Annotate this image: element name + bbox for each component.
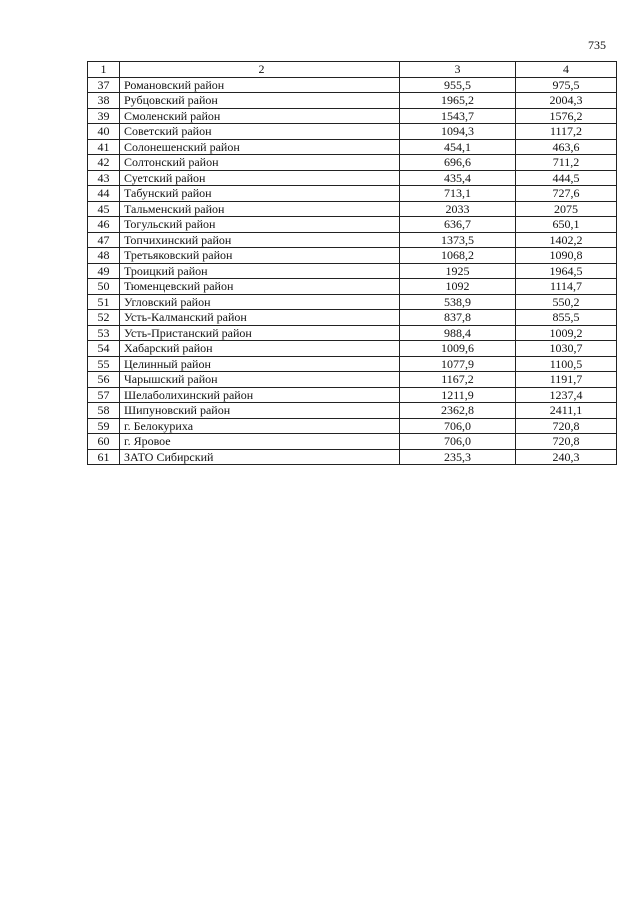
row-number-cell: 58 bbox=[88, 403, 120, 419]
row-number-cell: 40 bbox=[88, 124, 120, 140]
region-name-cell: Хабарский район bbox=[120, 341, 400, 357]
value-col-3-cell: 1094,3 bbox=[400, 124, 516, 140]
region-name-cell: г. Яровое bbox=[120, 434, 400, 450]
row-number-cell: 42 bbox=[88, 155, 120, 171]
region-name-cell: Солонешенский район bbox=[120, 139, 400, 155]
row-number-cell: 57 bbox=[88, 387, 120, 403]
row-number-cell: 44 bbox=[88, 186, 120, 202]
table-row bbox=[88, 217, 617, 233]
row-number-cell: 52 bbox=[88, 310, 120, 326]
region-name-cell: Усть-Калманский район bbox=[120, 310, 400, 326]
table-row bbox=[88, 310, 617, 326]
table-row bbox=[88, 279, 617, 295]
table-row bbox=[88, 387, 617, 403]
region-name-cell: Рубцовский район bbox=[120, 93, 400, 109]
row-number-cell: 59 bbox=[88, 418, 120, 434]
value-col-4-cell: 1009,2 bbox=[516, 325, 617, 341]
value-col-4-cell: 1114,7 bbox=[516, 279, 617, 295]
value-col-4-cell: 550,2 bbox=[516, 294, 617, 310]
value-col-4-cell: 711,2 bbox=[516, 155, 617, 171]
row-number-cell: 39 bbox=[88, 108, 120, 124]
column-header-4: 4 bbox=[516, 62, 617, 78]
table-row bbox=[88, 232, 617, 248]
table-row bbox=[88, 124, 617, 140]
column-header-1: 1 bbox=[88, 62, 120, 78]
value-col-3-cell: 1009,6 bbox=[400, 341, 516, 357]
value-col-4-cell: 1237,4 bbox=[516, 387, 617, 403]
table-row bbox=[88, 403, 617, 419]
value-col-3-cell: 454,1 bbox=[400, 139, 516, 155]
table-row bbox=[88, 434, 617, 450]
row-number-cell: 41 bbox=[88, 139, 120, 155]
table-row bbox=[88, 139, 617, 155]
value-col-4-cell: 1402,2 bbox=[516, 232, 617, 248]
value-col-4-cell: 463,6 bbox=[516, 139, 617, 155]
row-number-cell: 46 bbox=[88, 217, 120, 233]
value-col-4-cell: 240,3 bbox=[516, 449, 617, 465]
value-col-3-cell: 1965,2 bbox=[400, 93, 516, 109]
row-number-cell: 60 bbox=[88, 434, 120, 450]
value-col-4-cell: 1030,7 bbox=[516, 341, 617, 357]
value-col-3-cell: 235,3 bbox=[400, 449, 516, 465]
region-name-cell: Чарышский район bbox=[120, 372, 400, 388]
column-header-3: 3 bbox=[400, 62, 516, 78]
value-col-3-cell: 713,1 bbox=[400, 186, 516, 202]
region-name-cell: Тальменский район bbox=[120, 201, 400, 217]
row-number-cell: 47 bbox=[88, 232, 120, 248]
value-col-3-cell: 1068,2 bbox=[400, 248, 516, 264]
value-col-4-cell: 2004,3 bbox=[516, 93, 617, 109]
region-name-cell: Тюменцевский район bbox=[120, 279, 400, 295]
region-name-cell: Табунский район bbox=[120, 186, 400, 202]
row-number-cell: 55 bbox=[88, 356, 120, 372]
row-number-cell: 43 bbox=[88, 170, 120, 186]
region-name-cell: Тогульский район bbox=[120, 217, 400, 233]
region-name-cell: Шипуновский район bbox=[120, 403, 400, 419]
value-col-3-cell: 706,0 bbox=[400, 434, 516, 450]
region-name-cell: Топчихинский район bbox=[120, 232, 400, 248]
table-row bbox=[88, 155, 617, 171]
value-col-3-cell: 2362,8 bbox=[400, 403, 516, 419]
value-col-4-cell: 855,5 bbox=[516, 310, 617, 326]
table-row bbox=[88, 325, 617, 341]
table-row bbox=[88, 186, 617, 202]
value-col-4-cell: 720,8 bbox=[516, 418, 617, 434]
table-row bbox=[88, 372, 617, 388]
table-body bbox=[88, 77, 617, 465]
region-name-cell: Суетский район bbox=[120, 170, 400, 186]
region-name-cell: Солтонский район bbox=[120, 155, 400, 171]
value-col-3-cell: 1077,9 bbox=[400, 356, 516, 372]
region-name-cell: Усть-Пристанский район bbox=[120, 325, 400, 341]
table-row bbox=[88, 294, 617, 310]
page-number: 735 bbox=[588, 38, 606, 52]
data-table bbox=[87, 61, 617, 465]
value-col-4-cell: 650,1 bbox=[516, 217, 617, 233]
row-number-cell: 49 bbox=[88, 263, 120, 279]
row-number-cell: 48 bbox=[88, 248, 120, 264]
value-col-4-cell: 2411,1 bbox=[516, 403, 617, 419]
row-number-cell: 61 bbox=[88, 449, 120, 465]
value-col-4-cell: 727,6 bbox=[516, 186, 617, 202]
table-row bbox=[88, 418, 617, 434]
row-number-cell: 51 bbox=[88, 294, 120, 310]
row-number-cell: 53 bbox=[88, 325, 120, 341]
table-row bbox=[88, 77, 617, 93]
value-col-4-cell: 1191,7 bbox=[516, 372, 617, 388]
value-col-3-cell: 1211,9 bbox=[400, 387, 516, 403]
table-row bbox=[88, 108, 617, 124]
value-col-3-cell: 636,7 bbox=[400, 217, 516, 233]
table-row bbox=[88, 341, 617, 357]
region-name-cell: Троицкий район bbox=[120, 263, 400, 279]
row-number-cell: 54 bbox=[88, 341, 120, 357]
region-name-cell: Шелаболихинский район bbox=[120, 387, 400, 403]
table-row bbox=[88, 170, 617, 186]
region-name-cell: ЗАТО Сибирский bbox=[120, 449, 400, 465]
value-col-3-cell: 955,5 bbox=[400, 77, 516, 93]
value-col-4-cell: 1117,2 bbox=[516, 124, 617, 140]
table-row bbox=[88, 248, 617, 264]
value-col-3-cell: 696,6 bbox=[400, 155, 516, 171]
row-number-cell: 45 bbox=[88, 201, 120, 217]
region-name-cell: Целинный район bbox=[120, 356, 400, 372]
region-name-cell: Романовский район bbox=[120, 77, 400, 93]
value-col-4-cell: 1100,5 bbox=[516, 356, 617, 372]
value-col-4-cell: 1964,5 bbox=[516, 263, 617, 279]
region-name-cell: Советский район bbox=[120, 124, 400, 140]
row-number-cell: 50 bbox=[88, 279, 120, 295]
value-col-4-cell: 1090,8 bbox=[516, 248, 617, 264]
value-col-4-cell: 444,5 bbox=[516, 170, 617, 186]
row-number-cell: 38 bbox=[88, 93, 120, 109]
table-row bbox=[88, 93, 617, 109]
region-name-cell: Угловский район bbox=[120, 294, 400, 310]
region-name-cell: Смоленский район bbox=[120, 108, 400, 124]
row-number-cell: 37 bbox=[88, 77, 120, 93]
table-row bbox=[88, 263, 617, 279]
row-number-cell: 56 bbox=[88, 372, 120, 388]
value-col-3-cell: 1167,2 bbox=[400, 372, 516, 388]
table-header-row bbox=[88, 62, 617, 78]
value-col-3-cell: 837,8 bbox=[400, 310, 516, 326]
value-col-4-cell: 2075 bbox=[516, 201, 617, 217]
value-col-4-cell: 975,5 bbox=[516, 77, 617, 93]
value-col-3-cell: 988,4 bbox=[400, 325, 516, 341]
value-col-3-cell: 1092 bbox=[400, 279, 516, 295]
region-name-cell: Третьяковский район bbox=[120, 248, 400, 264]
table-row bbox=[88, 201, 617, 217]
value-col-3-cell: 706,0 bbox=[400, 418, 516, 434]
table-row bbox=[88, 449, 617, 465]
table-row bbox=[88, 356, 617, 372]
value-col-4-cell: 1576,2 bbox=[516, 108, 617, 124]
value-col-3-cell: 538,9 bbox=[400, 294, 516, 310]
column-header-2: 2 bbox=[120, 62, 400, 78]
value-col-3-cell: 435,4 bbox=[400, 170, 516, 186]
value-col-4-cell: 720,8 bbox=[516, 434, 617, 450]
value-col-3-cell: 1373,5 bbox=[400, 232, 516, 248]
region-name-cell: г. Белокуриха bbox=[120, 418, 400, 434]
value-col-3-cell: 1543,7 bbox=[400, 108, 516, 124]
value-col-3-cell: 1925 bbox=[400, 263, 516, 279]
value-col-3-cell: 2033 bbox=[400, 201, 516, 217]
